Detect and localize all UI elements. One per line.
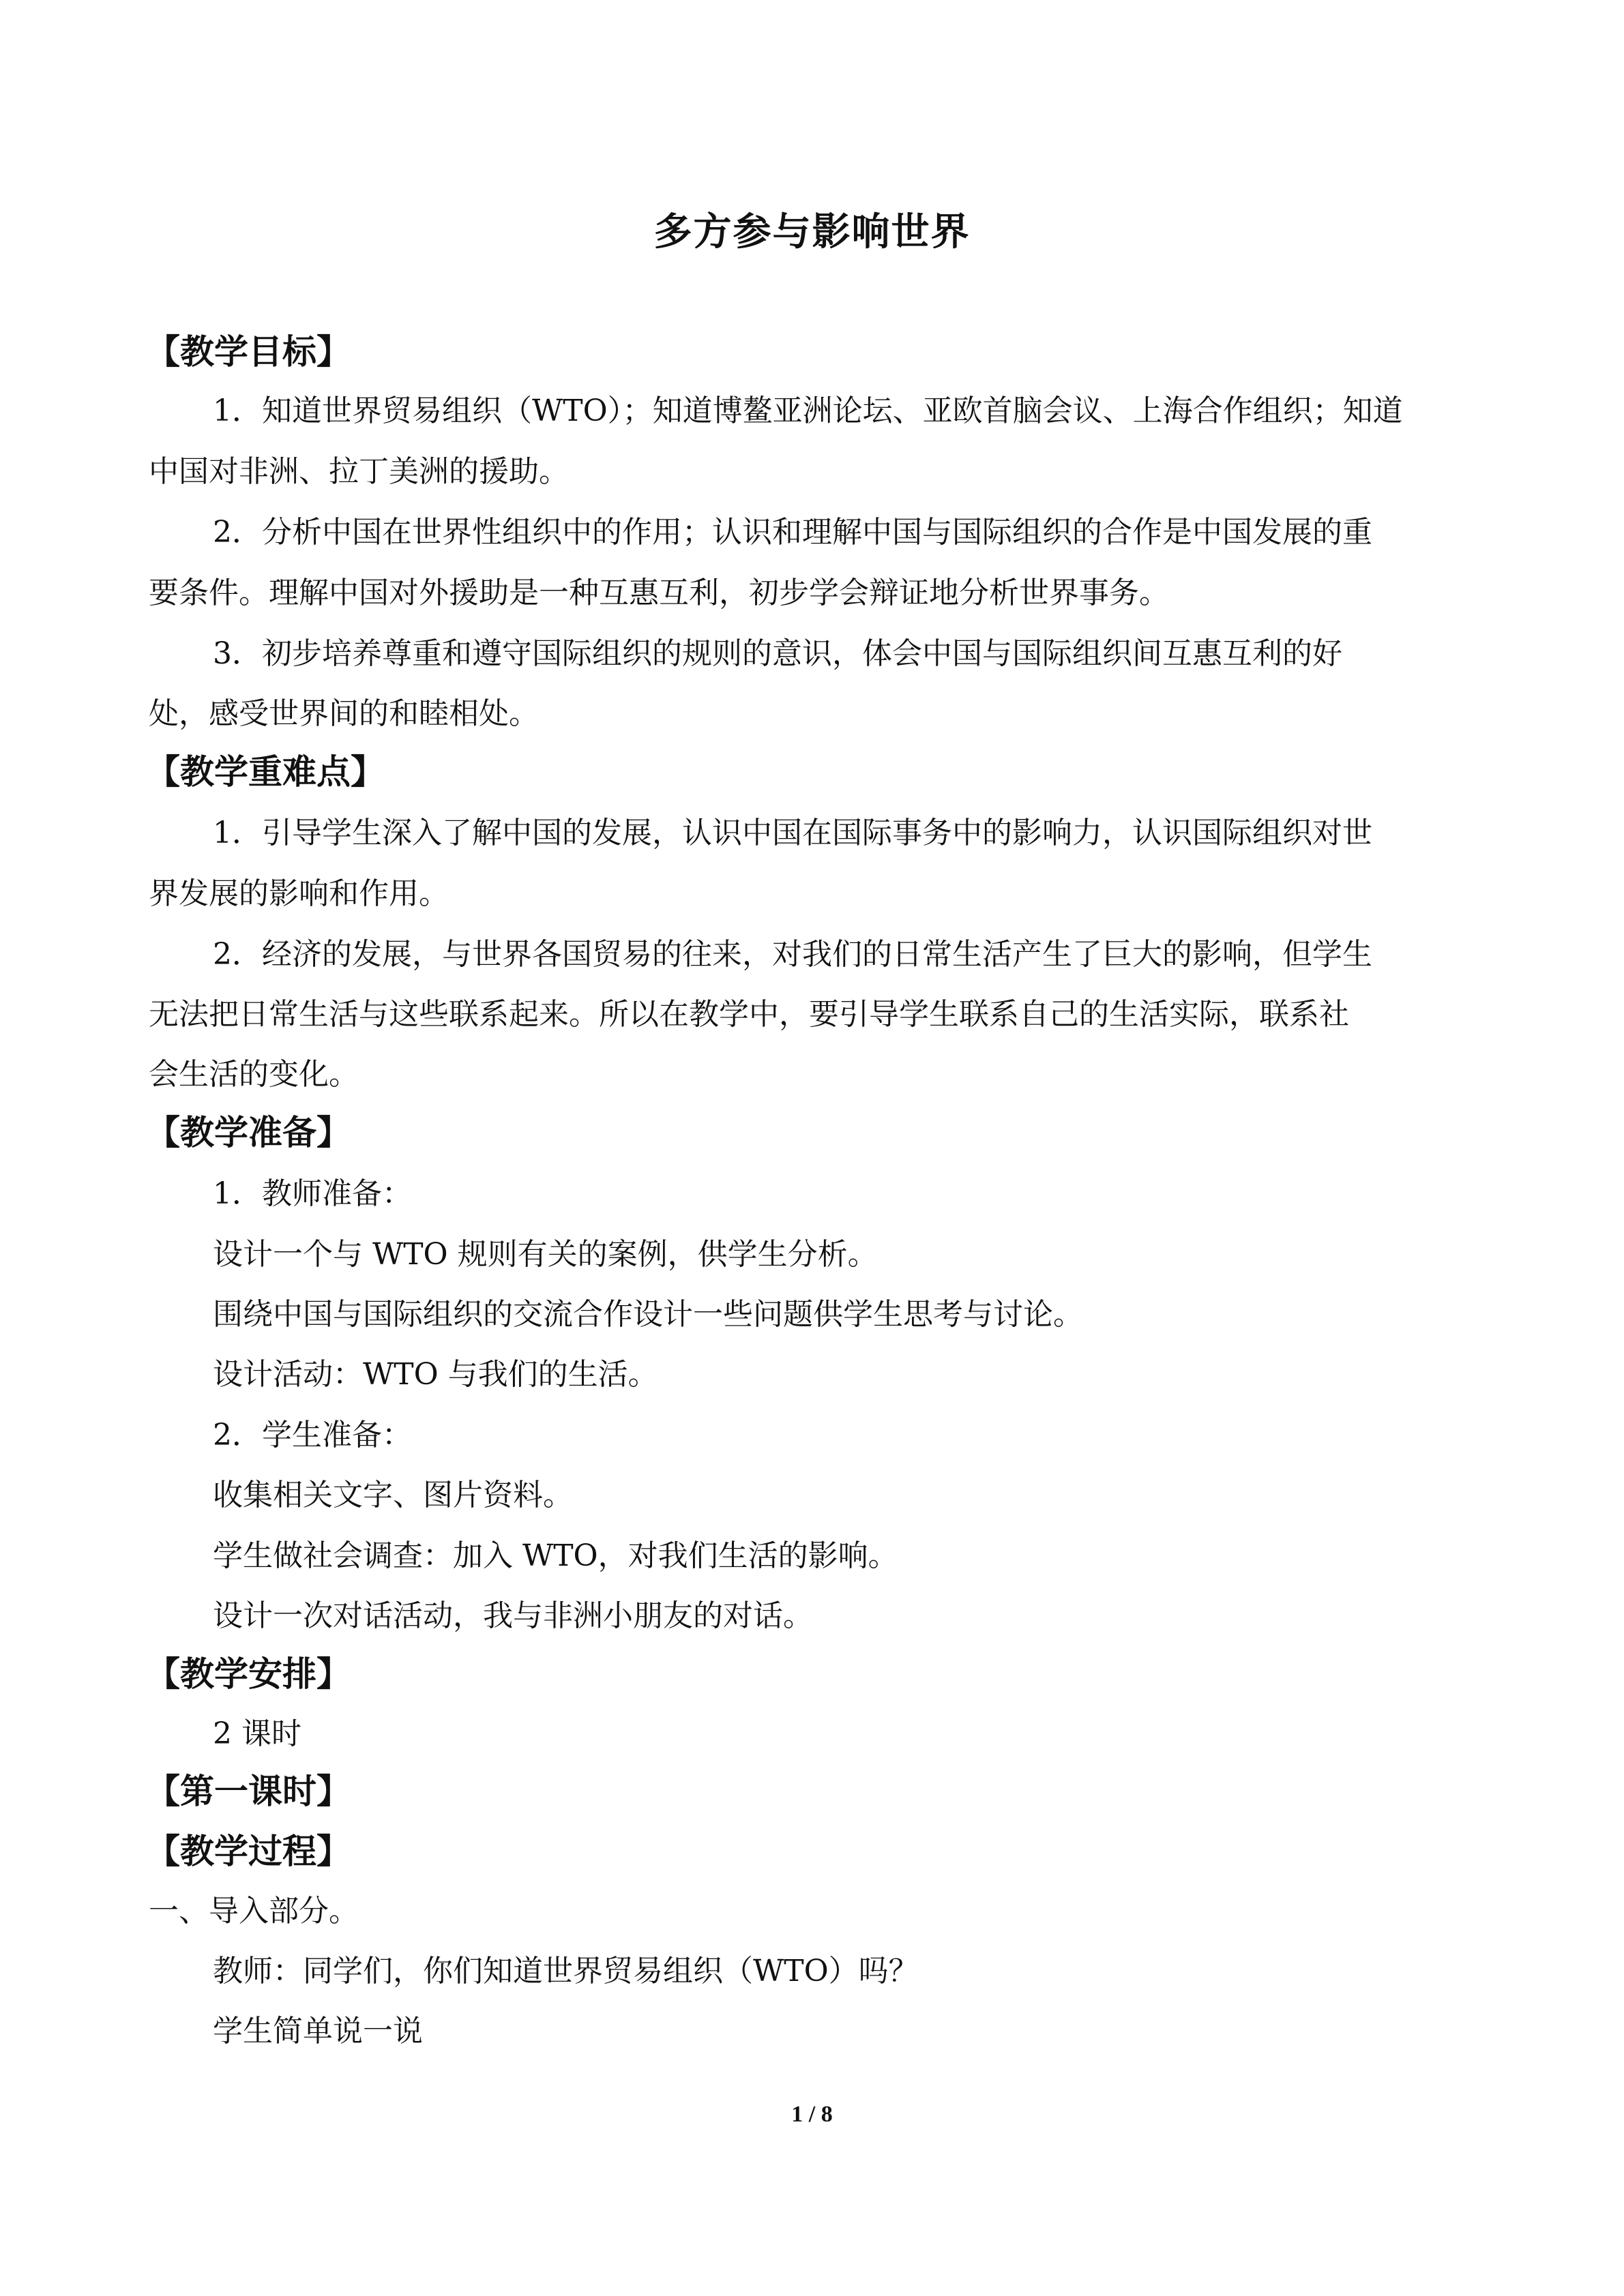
preparation-teacher-3: 设计活动：WTO 与我们的生活。 — [213, 1357, 658, 1392]
heading-arrangement: 【教学安排】 — [146, 1654, 351, 1694]
heading-preparation: 【教学准备】 — [146, 1112, 351, 1152]
objectives-item3-line2: 处，感受世界间的和睦相处。 — [149, 696, 539, 731]
document-title: 多方参与影响世界 — [653, 209, 971, 254]
preparation-student-3: 设计一次对话活动，我与非洲小朋友的对话。 — [213, 1598, 813, 1633]
objectives-item3-line1: 3．初步培养尊重和遵守国际组织的规则的意识，体会中国与国际组织间互惠互利的好 — [213, 636, 1342, 671]
objectives-item2-line1: 2．分析中国在世界性组织中的作用；认识和理解中国与国际组织的合作是中国发展的重 — [213, 515, 1372, 550]
objectives-item2-line2: 要条件。理解中国对外援助是一种互惠互利，初步学会辩证地分析世界事务。 — [149, 576, 1169, 610]
keypoints-item2-line2: 无法把日常生活与这些联系起来。所以在教学中，要引导学生联系自己的生活实际，联系社 — [149, 997, 1349, 1032]
process-teacher-question: 教师：同学们，你们知道世界贸易组织（WTO）吗？ — [213, 1954, 919, 1988]
objectives-item1-line1: 1．知道世界贸易组织（WTO）；知道博鳌亚洲论坛、亚欧首脑会议、上海合作组织；知道 — [213, 393, 1403, 428]
preparation-teacher-label: 1．教师准备： — [213, 1176, 412, 1211]
heading-process: 【教学过程】 — [146, 1831, 351, 1871]
keypoints-item2-line3: 会生活的变化。 — [149, 1057, 359, 1092]
process-student-answer: 学生简单说一说 — [213, 2014, 423, 2048]
heading-objectives: 【教学目标】 — [146, 331, 351, 372]
preparation-student-2: 学生做社会调查：加入 WTO，对我们生活的影响。 — [213, 1538, 898, 1573]
heading-first-lesson: 【第一课时】 — [146, 1771, 351, 1811]
preparation-student-1: 收集相关文字、图片资料。 — [213, 1478, 573, 1512]
keypoints-item1-line2: 界发展的影响和作用。 — [149, 876, 449, 911]
process-step1: 一、导入部分。 — [149, 1894, 359, 1928]
preparation-student-label: 2．学生准备： — [213, 1418, 412, 1452]
preparation-teacher-2: 围绕中国与国际组织的交流合作设计一些问题供学生思考与讨论。 — [213, 1297, 1083, 1332]
keypoints-item2-line1: 2．经济的发展，与世界各国贸易的往来，对我们的日常生活产生了巨大的影响，但学生 — [213, 937, 1372, 972]
objectives-item1-line2: 中国对非洲、拉丁美洲的援助。 — [149, 454, 569, 489]
heading-key-points: 【教学重难点】 — [146, 751, 385, 792]
page-indicator: 1 / 8 — [791, 2102, 833, 2127]
preparation-teacher-1: 设计一个与 WTO 规则有关的案例，供学生分析。 — [213, 1237, 878, 1272]
arrangement-text: 2 课时 — [213, 1716, 301, 1751]
keypoints-item1-line1: 1．引导学生深入了解中国的发展，认识中国在国际事务中的影响力，认识国际组织对世 — [213, 816, 1372, 850]
